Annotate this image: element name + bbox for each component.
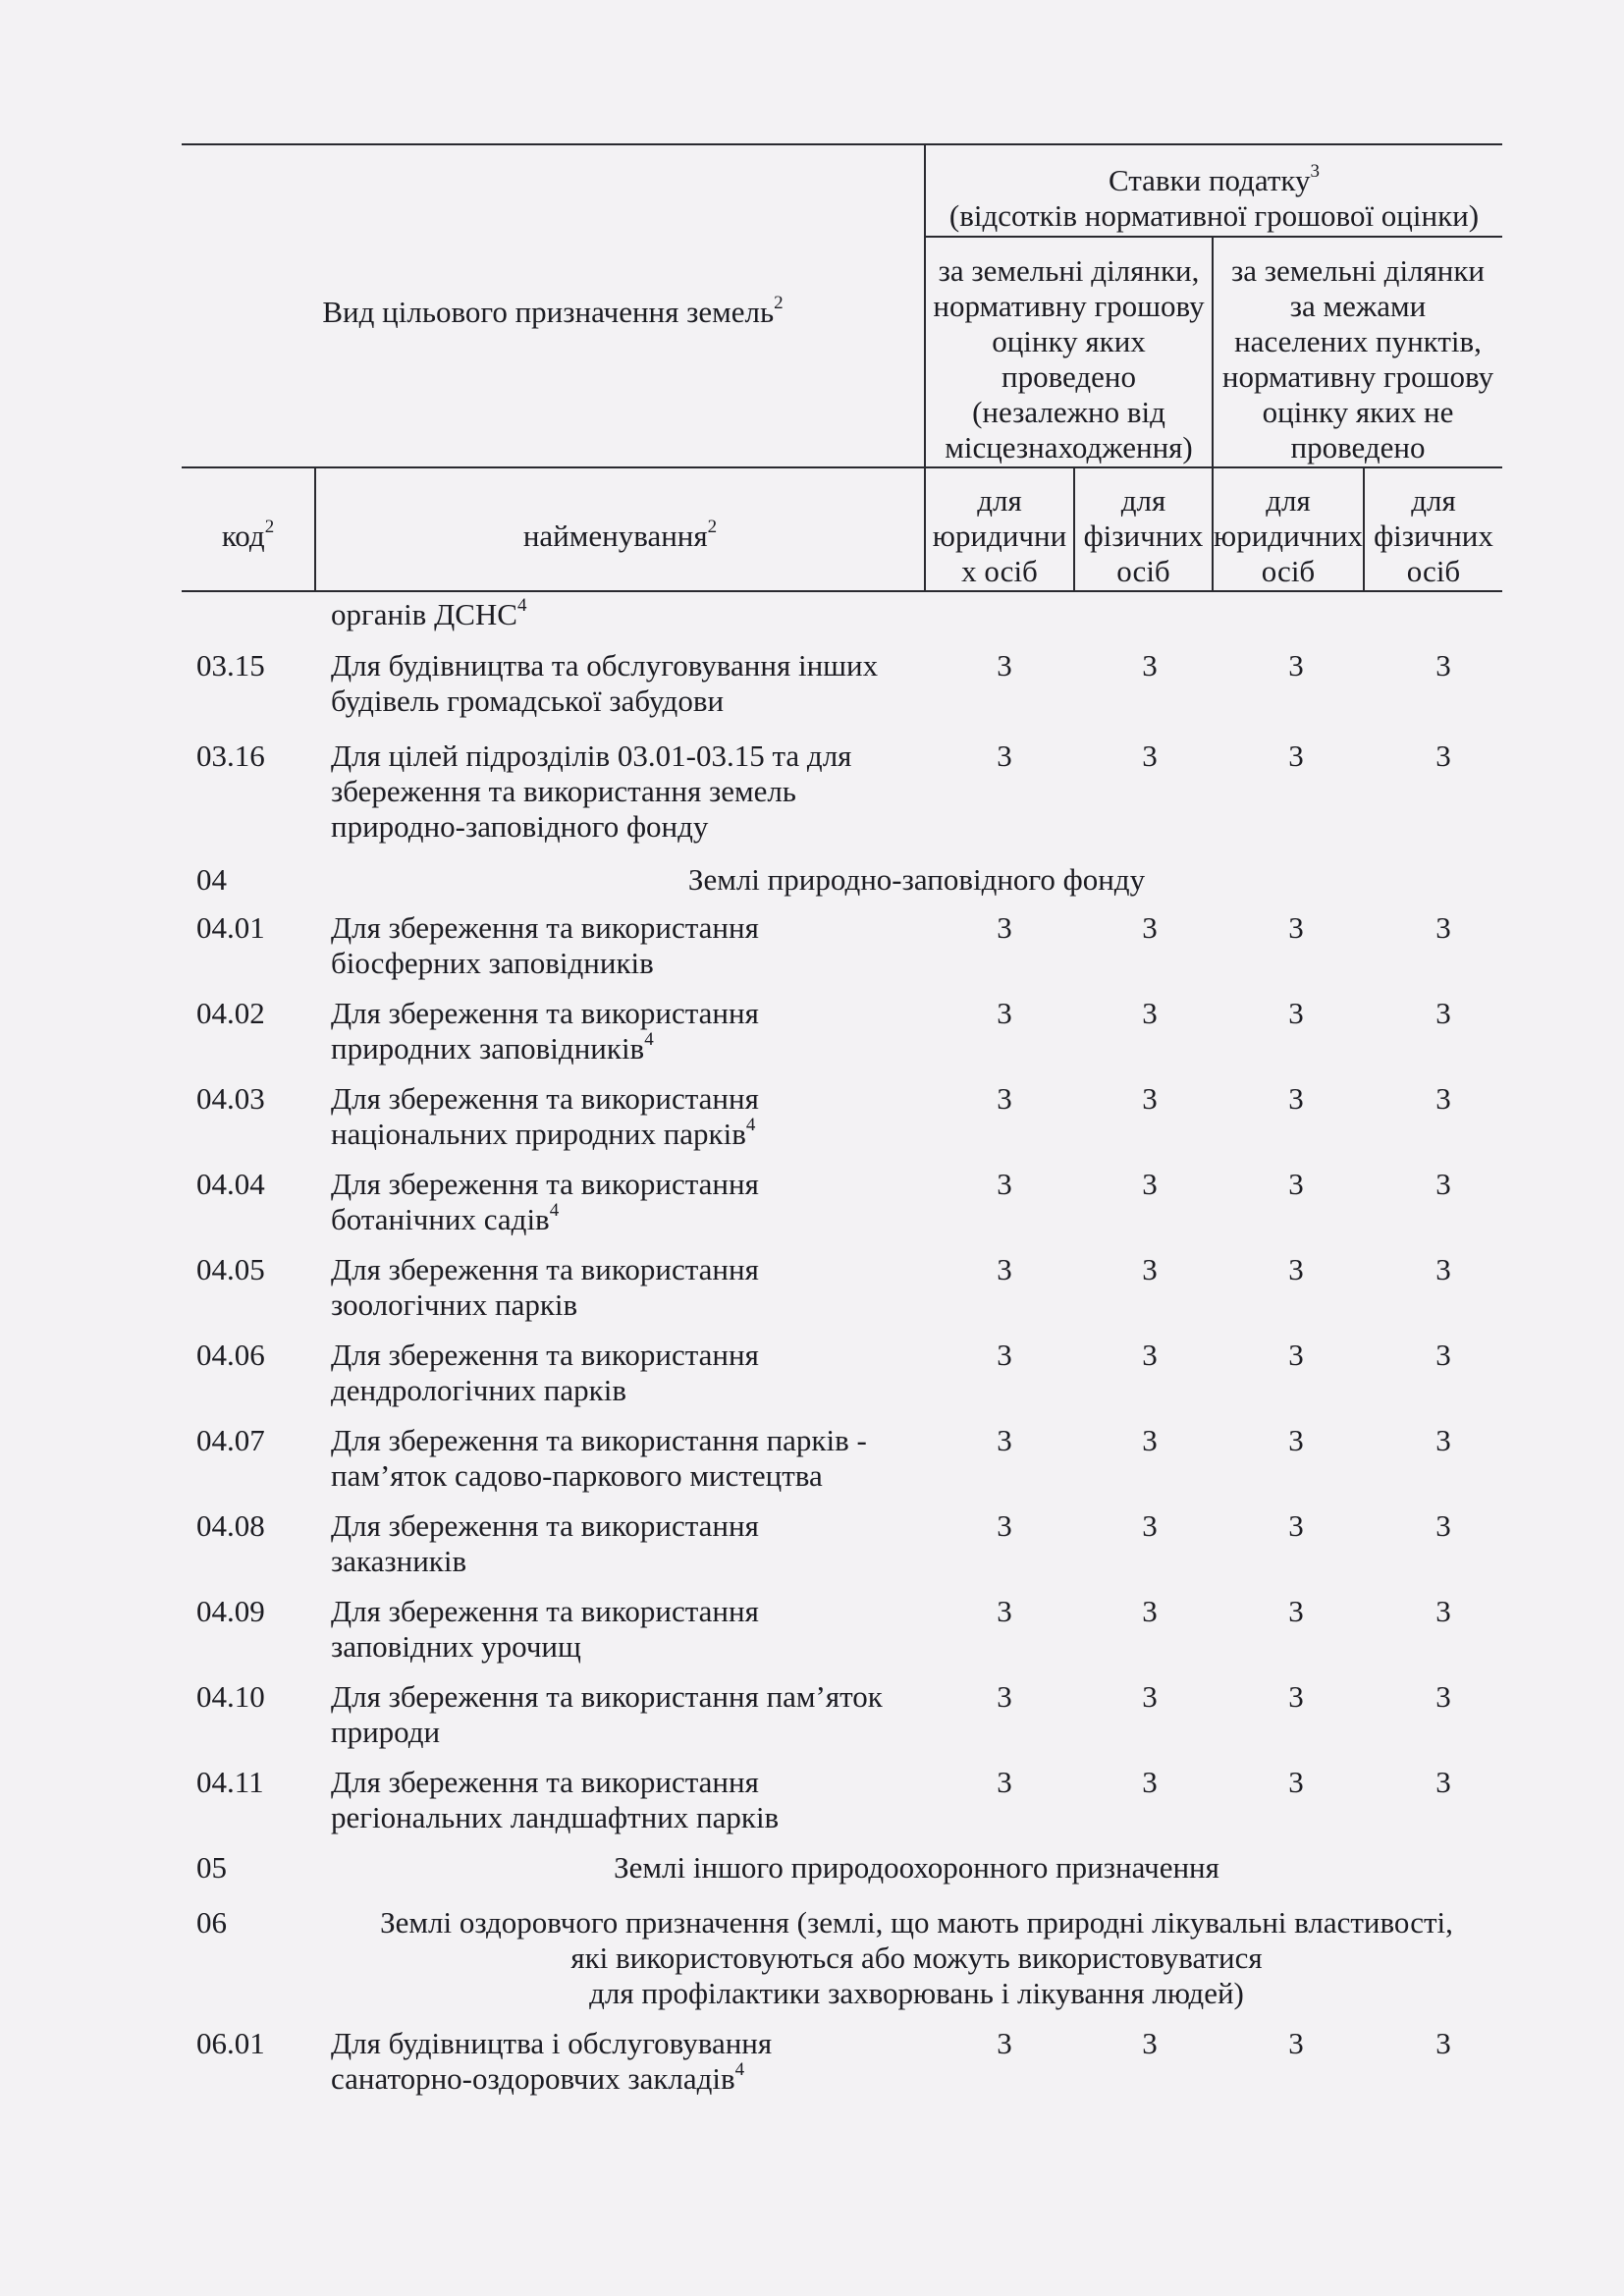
rate-cell: 3 [997,996,1012,1030]
col-legal-not-assessed-header: для юридичних осіб [1214,483,1363,588]
rates-subheader-border [926,236,1502,238]
rate-cell: 3 [1142,1081,1158,1116]
header-bottom-border [182,590,1502,592]
row-code: 04.09 [196,1594,265,1628]
row-code: 06.01 [196,2026,265,2060]
rate-cell: 3 [1142,1679,1158,1714]
rate-cell: 3 [1142,1252,1158,1286]
rate-cell: 3 [1435,738,1451,773]
continuation-text: органів ДСНС$^4$ [331,594,527,631]
rate-cell: 3 [1435,1508,1451,1543]
rate-cell: 3 [1142,1508,1158,1543]
section-code: 06 [196,1905,227,1940]
rate-cell: 3 [997,1081,1012,1116]
rate-cell: 3 [1288,1081,1304,1116]
rate-cell: 3 [1288,1423,1304,1457]
rate-cell: 3 [997,1252,1012,1286]
row-code: 04.02 [196,996,265,1030]
code-header: код$^2$ [221,516,275,553]
rate-cell: 3 [1288,1508,1304,1543]
rate-cell: 3 [1288,1594,1304,1628]
col-physical-assessed-header: для фізичних осіб [1083,483,1204,588]
rate-cell: 3 [1142,1423,1158,1457]
col-legal-assessed-header: для юридични х осіб [932,483,1067,588]
rate-cell: 3 [1288,738,1304,773]
row-name: Для збереження та використання заказників [331,1508,759,1578]
rate-cell: 3 [997,2026,1012,2060]
group-assessed-header: за земельні ділянки, нормативну грошову оцінку яких проведено (незалежно від місцезнаходження) [933,253,1205,465]
rate-cell: 3 [1435,910,1451,945]
rate-cell: 3 [997,1167,1012,1201]
rate-cell: 3 [997,1423,1012,1457]
rates-header: Ставки податку$^3$ [1108,160,1321,197]
row-name: Для збереження та використання ботанічних садів$^4$ [331,1167,759,1236]
rate-cell: 3 [1435,1167,1451,1201]
row-name: Для збереження та використання пам’яток природи [331,1679,883,1749]
rate-cell: 3 [1142,996,1158,1030]
rate-cell: 3 [1142,738,1158,773]
rate-cell: 3 [1435,1679,1451,1714]
rate-cell: 3 [1142,1594,1158,1628]
rate-cell: 3 [997,1594,1012,1628]
row-name: Для будівництва і обслуговування санаторно-оздоровчих закладів$^4$ [331,2026,773,2096]
rate-cell: 3 [997,1338,1012,1372]
section-code: 04 [196,862,227,897]
rate-cell: 3 [1288,996,1304,1030]
section-title: Землі природно-заповідного фонду [687,862,1146,897]
row-code: 04.03 [196,1081,265,1116]
rate-cell: 3 [997,1765,1012,1799]
section-title: Землі оздоровчого призначення (землі, що мають природні лікувальні властивості, які використовуються або можуть використовуватися для профілактики захворювань і лікування людей) [380,1905,1453,2010]
rate-cell: 3 [1142,1167,1158,1201]
rate-cell: 3 [1435,648,1451,683]
rate-cell: 3 [1142,910,1158,945]
rate-cell: 3 [1435,996,1451,1030]
table-top-border [182,143,1502,145]
section-title: Землі іншого природоохоронного призначення [614,1850,1219,1885]
rate-cell: 3 [1142,648,1158,683]
rates-header-subtitle: (відсотків нормативної грошової оцінки) [948,198,1480,233]
row-name: Для збереження та використання заповідних урочищ [331,1594,759,1664]
rate-cell: 3 [997,648,1012,683]
row-name: Для збереження та використання регіональних ландшафтних парків [331,1765,780,1834]
row-code: 03.15 [196,648,265,683]
rate-cell: 3 [997,738,1012,773]
row-code: 04.07 [196,1423,265,1457]
row-code: 04.11 [196,1765,264,1799]
row-name: Для збереження та використання дендрологічних парків [331,1338,759,1407]
row-name: Для будівництва та обслуговування інших будівель громадської забудови [331,648,879,718]
rate-cell: 3 [1435,1594,1451,1628]
rate-cell: 3 [1142,2026,1158,2060]
row-name: Для збереження та використання зоологічних парків [331,1252,759,1322]
rate-cell: 3 [1435,1338,1451,1372]
rate-cell: 3 [1288,1167,1304,1201]
row-name: Для збереження та використання природних заповідників$^4$ [331,996,759,1066]
rate-cell: 3 [1435,2026,1451,2060]
rate-cell: 3 [997,910,1012,945]
rate-cell: 3 [1288,1679,1304,1714]
rate-cell: 3 [997,1508,1012,1543]
row-code: 04.05 [196,1252,265,1286]
name-header: найменування$^2$ [522,516,718,553]
rate-cell: 3 [1288,648,1304,683]
section-code: 05 [196,1850,227,1885]
row-code: 04.04 [196,1167,265,1201]
row-code: 04.06 [196,1338,265,1372]
rate-cell: 3 [1435,1081,1451,1116]
land-purpose-header: Вид цільового призначення земель$^2$ [322,292,784,329]
row-code: 04.10 [196,1679,265,1714]
rate-cell: 3 [1142,1765,1158,1799]
col-physical-not-assessed-header: для фізичних осіб [1374,483,1493,588]
rate-cell: 3 [1288,1338,1304,1372]
rate-cell: 3 [1435,1252,1451,1286]
group-not-assessed-header: за земельні ділянки за межами населених пунктів, нормативну грошову оцінку яких не проведено [1221,253,1494,465]
row-name: Для цілей підрозділів 03.01-03.15 та для збереження та використання земель природно-заповідного фонду [331,738,852,844]
rate-cell: 3 [1288,1765,1304,1799]
row-code: 03.16 [196,738,265,773]
rate-cell: 3 [1288,910,1304,945]
row-name: Для збереження та використання парків - пам’яток садово-паркового мистецтва [331,1423,867,1493]
rate-cell: 3 [1435,1423,1451,1457]
rate-cell: 3 [1435,1765,1451,1799]
rate-cell: 3 [1288,1252,1304,1286]
row-name: Для збереження та використання національних природних парків$^4$ [331,1081,759,1151]
rate-cell: 3 [997,1679,1012,1714]
rate-cell: 3 [1142,1338,1158,1372]
rate-cell: 3 [1288,2026,1304,2060]
row-name: Для збереження та використання біосферних заповідників [331,910,759,980]
row-code: 04.08 [196,1508,265,1543]
header-middle-border [182,466,1502,468]
row-code: 04.01 [196,910,265,945]
